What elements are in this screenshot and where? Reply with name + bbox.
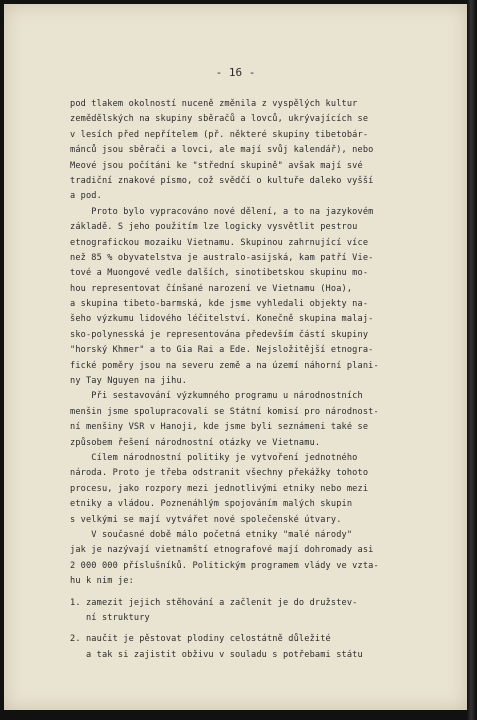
text-line: Proto bylo vypracováno nové dělení, a to na jazykovém [70, 206, 374, 217]
text-line: ní menšiny VSR v Hanoji, kde jsme byli seznámeni také se [70, 422, 369, 433]
text-line: ny Tay Nguyen na jihu. [70, 376, 188, 387]
text-line: mánců jsou sběrači a lovci, ale mají svůj kalendář), nebo [70, 145, 374, 156]
numbered-list [70, 596, 442, 664]
text-line: základě. S jeho použitím lze logicky vysvětlit pestrou [70, 222, 358, 233]
list-item [70, 596, 442, 627]
text-line: tradiční znakové písmo, což svědčí o kultuře daleko vyšší [70, 175, 374, 186]
text-line: zemědělských na skupiny sběračů a lovců, ukrývajících se [70, 114, 369, 125]
text-line: národa. Proto je třeba odstranit všechny překážky tohoto [70, 468, 369, 479]
text-line: Při sestavování výzkumného programu u národnostních [70, 391, 363, 402]
text-line: sko-polynesská je representována především částí skupiny [70, 329, 369, 340]
text-line: jak je nazývají vietnamští etnografové mají dohromady asi [70, 545, 374, 556]
paragraph-3 [70, 389, 442, 451]
page-edge [467, 0, 477, 720]
list-item-line: 2. naučit je pěstovat plodiny celostátně důležité [70, 634, 331, 645]
text-line: procesu, jako rozpory mezi jednotlivými etniky nebo mezi [70, 483, 369, 494]
text-line: způsobem řešení národnostní otázky ve Vietnamu. [70, 437, 321, 448]
text-line: V současné době málo početná etniky "malé národy" [70, 529, 353, 540]
text-line: a pod. [70, 191, 102, 202]
page-number: - 16 - [215, 66, 256, 79]
list-item-line: a tak si zajistit obživu v souladu s potřebami státu [70, 649, 363, 660]
text-line: menšin jsme spolupracovali se Státní komisí pro národnost- [70, 406, 379, 417]
list-item-line: 1. zamezit jejich stěhování a začlenit je do družstev- [70, 597, 358, 608]
text-line: hou representovat čínšané narození ve Vietnamu (Hoa), [70, 283, 353, 294]
text-line: hu k nim je: [70, 576, 134, 587]
text-line: 2 000 000 příslušníků. Politickým programem vlády ve vzta- [70, 560, 379, 571]
text-line: Cílem národnostní politiky je vytvoření jednotného [70, 452, 358, 463]
text-line: šeho výzkumu lidového léčitelství. Konečně skupina malaj- [70, 314, 374, 325]
text-line: "horský Khmer" a to Gia Rai a Ede. Nejsložitější etnogra- [70, 345, 374, 356]
paragraph-5 [70, 528, 442, 590]
text-line: než 85 % obyvatelstva je australo-asijská, kam patří Vie- [70, 252, 374, 263]
paragraph-4 [70, 451, 442, 528]
text-line: pod tlakem okolností nuceně změnila z vyspělých kultur [70, 99, 358, 109]
text-line: etnografickou mozaiku Vietnamu. Skupinou zahrnující více [70, 237, 369, 248]
text-line: v lesích před nepřítelem (př. některé skupiny tibetobár- [70, 129, 369, 140]
text-line: etniky a vládou. Poznenáhlým spojováním malých skupin [70, 499, 353, 510]
text-line: a skupina tibeto-barmská, kde jsme vyhledali objekty na- [70, 299, 369, 310]
paragraph-1 [70, 97, 442, 205]
body-text [70, 97, 442, 663]
paragraph-2 [70, 205, 442, 390]
list-item [70, 632, 442, 663]
text-line: fické poměry jsou na severu země a na území náhorní plani- [70, 360, 379, 371]
list-item-line: ní struktury [70, 612, 150, 623]
document-page [4, 4, 467, 710]
text-line: tové a Muongové vedle dalších, sinotibetskou skupinu mo- [70, 268, 369, 279]
text-line: s velkými se mají vytvářet nové společenské útvary. [70, 514, 342, 525]
text-line: Meové jsou počítáni ke "střední skupině" avšak mají své [70, 160, 363, 171]
